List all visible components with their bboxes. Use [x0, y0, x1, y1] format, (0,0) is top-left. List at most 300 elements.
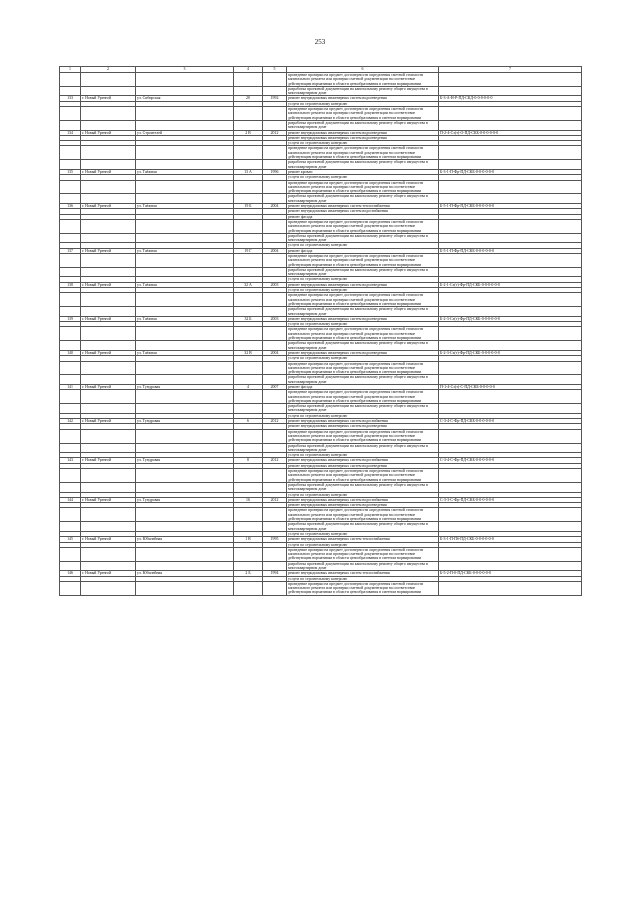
work-type-cell: проведение проверки на предмет достоверности определения сметной стоимости капитального ремонта или проверки сметной документации на соответствие действующим нормативам в области ценообразования в сметном нормировании — [287, 107, 439, 121]
object-code-cell — [439, 508, 582, 522]
city-cell — [81, 233, 136, 243]
work-type-cell: разработка проектной документации на капитальному ремонту общего имущества в многоквартирном доме — [287, 341, 439, 351]
city-cell — [81, 146, 136, 160]
table-row — [60, 327, 582, 341]
row-number-cell: 137 — [60, 248, 81, 253]
house-number-cell — [234, 482, 263, 492]
work-type-cell: услуги по строительному контролю — [287, 175, 439, 180]
row-number-cell: 136 — [60, 204, 81, 209]
table-row — [60, 194, 582, 204]
table-row — [60, 404, 582, 414]
construction-year-cell — [263, 253, 287, 267]
row-number-cell — [60, 233, 81, 243]
construction-year-cell — [263, 581, 287, 595]
table-row — [60, 293, 582, 307]
object-code-cell — [439, 146, 582, 160]
work-type-cell: проведение проверки на предмет достоверности определения сметной стоимости капитального ремонта или проверки сметной документации на соответствие действующим нормативам в области ценообразования в сметном нормировании — [287, 429, 439, 443]
object-code-cell — [439, 390, 582, 404]
construction-year-cell — [263, 146, 287, 160]
construction-year-cell: 2012 — [263, 130, 287, 135]
city-cell — [81, 482, 136, 492]
row-number-cell — [60, 429, 81, 443]
table-row — [60, 219, 582, 233]
city-cell — [81, 429, 136, 443]
object-code-cell — [439, 443, 582, 453]
city-cell: г. Новый Уренгой — [81, 419, 136, 424]
house-number-cell — [234, 561, 263, 571]
street-cell: ул. Таёжная — [136, 204, 234, 209]
table-row — [60, 267, 582, 277]
street-cell — [136, 160, 234, 170]
work-type-cell: услуги по строительному контролю — [287, 453, 439, 458]
object-code-cell — [439, 233, 582, 243]
row-number-cell — [60, 86, 81, 96]
street-cell: ул. Тундровая — [136, 497, 234, 502]
street-cell — [136, 429, 234, 443]
construction-year-cell: 2004 — [263, 350, 287, 355]
work-type-cell: услуги по строительному контролю — [287, 288, 439, 293]
work-type-cell: разработка проектной документации на капитальному ремонту общего имущества в многоквартирном доме — [287, 307, 439, 317]
construction-year-cell: 2003 — [263, 282, 287, 287]
street-cell — [136, 469, 234, 483]
work-type-cell: ремонт внутридомовых инженерных систем водоотведения — [287, 463, 439, 468]
house-number-cell: 20 — [234, 96, 263, 101]
table-row — [60, 522, 582, 532]
house-number-cell — [234, 404, 263, 414]
work-type-cell: разработка проектной документации на капитальному ремонту общего имущества в многоквартирном доме — [287, 120, 439, 130]
city-cell: г. Новый Уренгой — [81, 497, 136, 502]
row-number-cell — [60, 307, 81, 317]
row-number-cell: 133 — [60, 96, 81, 101]
house-number-cell — [234, 160, 263, 170]
construction-year-cell — [263, 361, 287, 375]
house-number-cell — [234, 361, 263, 375]
construction-year-cell: 1996 — [263, 169, 287, 174]
work-type-cell: услуги по строительному контролю — [287, 542, 439, 547]
street-cell: ул. Юбилейная — [136, 537, 234, 542]
work-type-cell: проведение проверки на предмет достоверности определения сметной стоимости капитального ремонта или проверки сметной документации на соответствие действующим нормативам в области ценообразования в сметном нормировании — [287, 253, 439, 267]
table-row — [60, 73, 582, 87]
city-cell — [81, 390, 136, 404]
object-code-cell — [439, 107, 582, 121]
row-number-cell — [60, 253, 81, 267]
house-number-cell: 1 В — [234, 537, 263, 542]
table-row — [60, 375, 582, 385]
object-code-cell — [439, 547, 582, 561]
city-cell: г. Новый Уренгой — [81, 96, 136, 101]
house-number-cell — [234, 375, 263, 385]
work-type-cell: проведение проверки на предмет достоверности определения сметной стоимости капитального ремонта или проверки сметной документации на соответствие действующим нормативам в области ценообразования в сметном нормировании — [287, 293, 439, 307]
city-cell — [81, 160, 136, 170]
city-cell — [81, 522, 136, 532]
house-number-cell: 16 — [234, 497, 263, 502]
construction-year-cell — [263, 120, 287, 130]
row-number-cell — [60, 160, 81, 170]
row-number-cell — [60, 390, 81, 404]
house-number-cell: 19 Б — [234, 204, 263, 209]
row-number-cell: 138 — [60, 282, 81, 287]
object-code-cell: Б-2-3-Сэ(т)-Фр-ПД-СКБ-0-0-0-0-0-0 — [439, 316, 582, 321]
object-code-cell — [439, 160, 582, 170]
work-type-cell: разработка проектной документации на капитальному ремонту общего имущества в многоквартирном доме — [287, 482, 439, 492]
page-number: 253 — [314, 38, 326, 46]
work-type-cell: услуги по строительному контролю — [287, 277, 439, 282]
city-cell — [81, 219, 136, 233]
row-number-cell — [60, 561, 81, 571]
house-number-cell: 8 — [234, 458, 263, 463]
construction-year-cell — [263, 390, 287, 404]
table-row — [60, 561, 582, 571]
street-cell — [136, 293, 234, 307]
work-type-cell: ремонт внутридомовых инженерных систем водоснабжения — [287, 209, 439, 214]
object-code-cell — [439, 482, 582, 492]
column-number-header: 3 — [136, 67, 234, 73]
object-code-cell — [439, 86, 582, 96]
street-cell — [136, 267, 234, 277]
construction-year-cell — [263, 375, 287, 385]
construction-year-cell: 2012 — [263, 458, 287, 463]
construction-year-cell — [263, 293, 287, 307]
house-number-cell — [234, 547, 263, 561]
house-number-cell — [234, 107, 263, 121]
city-cell — [81, 73, 136, 87]
construction-year-cell: 2012 — [263, 497, 287, 502]
street-cell — [136, 547, 234, 561]
work-type-cell: проведение проверки на предмет достоверности определения сметной стоимости капитального ремонта или проверки сметной документации на соответствие действующим нормативам в области ценообразования в сметном нормировании — [287, 180, 439, 194]
construction-year-cell: 2003 — [263, 316, 287, 321]
work-type-cell: ремонт внутридомовых инженерных систем водоотведения — [287, 96, 439, 101]
house-number-cell — [234, 522, 263, 532]
row-number-cell — [60, 73, 81, 87]
house-number-cell — [234, 307, 263, 317]
street-cell — [136, 194, 234, 204]
object-code-cell — [439, 307, 582, 317]
work-type-cell: ремонт внутридомовых инженерных систем водоотведения — [287, 316, 439, 321]
table-row — [60, 120, 582, 130]
city-cell: г. Новый Уренгой — [81, 282, 136, 287]
house-number-cell — [234, 327, 263, 341]
work-type-cell: ремонт внутридомовых инженерных систем водоотведения — [287, 424, 439, 429]
table-row — [60, 508, 582, 522]
object-code-cell: С-3-3-С-Фр-ПД-СКБ-0-0-0-0-0-0 — [439, 497, 582, 502]
construction-year-cell — [263, 219, 287, 233]
house-number-cell — [234, 73, 263, 87]
house-number-cell: 2 В — [234, 130, 263, 135]
house-number-cell — [234, 267, 263, 277]
construction-year-cell: 2004 — [263, 248, 287, 253]
construction-year-cell: 1994 — [263, 571, 287, 576]
row-number-cell: 140 — [60, 350, 81, 355]
work-type-cell: проведение проверки на предмет достоверности определения сметной стоимости капитального ремонта или проверки сметной документации на соответствие действующим нормативам в области ценообразования в сметном нормировании — [287, 73, 439, 87]
work-type-cell: услуги по строительному контролю — [287, 141, 439, 146]
work-type-cell: проведение проверки на предмет достоверности определения сметной стоимости капитального ремонта или проверки сметной документации на соответствие действующим нормативам в области ценообразования в сметном нормировании — [287, 219, 439, 233]
row-number-cell: 143 — [60, 458, 81, 463]
object-code-cell: Б-2-1-Сэ(т)-Фр-ПД-СКБ-0-0-0-0-0-0 — [439, 282, 582, 287]
house-number-cell: 6 — [234, 419, 263, 424]
row-number-cell — [60, 341, 81, 351]
city-cell — [81, 327, 136, 341]
table-row — [60, 307, 582, 317]
row-number-cell — [60, 404, 81, 414]
city-cell: г. Новый Уренгой — [81, 537, 136, 542]
work-type-cell: проведение проверки на предмет достоверности определения сметной стоимости капитального ремонта или проверки сметной документации на соответствие действующим нормативам в области ценообразования в сметном нормировании — [287, 327, 439, 341]
table-body — [60, 73, 582, 596]
house-number-cell — [234, 180, 263, 194]
row-number-cell: 145 — [60, 537, 81, 542]
work-type-cell: разработка проектной документации на капитальному ремонту общего имущества в многоквартирном доме — [287, 375, 439, 385]
work-type-cell: услуги по строительному контролю — [287, 322, 439, 327]
street-cell — [136, 341, 234, 351]
city-cell — [81, 375, 136, 385]
city-cell — [81, 469, 136, 483]
work-type-cell: ремонт фасада — [287, 214, 439, 219]
house-number-cell — [234, 253, 263, 267]
work-type-cell: разработка проектной документации на капитальному ремонту общего имущества в многоквартирном доме — [287, 267, 439, 277]
work-type-cell: разработка проектной документации на капитальному ремонту общего имущества в многоквартирном доме — [287, 86, 439, 96]
work-type-cell: разработка проектной документации на капитальному ремонту общего имущества в многоквартирном доме — [287, 443, 439, 453]
street-cell — [136, 522, 234, 532]
work-type-cell: услуги по строительному контролю — [287, 356, 439, 361]
city-cell — [81, 508, 136, 522]
construction-year-cell: 2012 — [263, 419, 287, 424]
street-cell: ул. Тундровая — [136, 385, 234, 390]
street-cell — [136, 561, 234, 571]
object-code-cell — [439, 404, 582, 414]
object-code-cell: Б-5-2-П-0-ПД-СКБ-0-0-0-0-0-0 — [439, 571, 582, 576]
row-number-cell — [60, 293, 81, 307]
table-row — [60, 390, 582, 404]
city-cell — [81, 253, 136, 267]
table-row — [60, 146, 582, 160]
object-code-cell — [439, 581, 582, 595]
city-cell: г. Новый Уренгой — [81, 204, 136, 209]
city-cell: г. Новый Уренгой — [81, 385, 136, 390]
work-type-cell: ремонт кровли — [287, 169, 439, 174]
object-code-cell — [439, 375, 582, 385]
construction-year-cell — [263, 429, 287, 443]
table-row — [60, 469, 582, 483]
street-cell: ул. Таёжная — [136, 169, 234, 174]
row-number-cell — [60, 581, 81, 595]
object-code-cell — [439, 327, 582, 341]
house-number-cell — [234, 86, 263, 96]
construction-year-cell: 2004 — [263, 204, 287, 209]
table-row — [60, 86, 582, 96]
work-type-cell: проведение проверки на предмет достоверности определения сметной стоимости капитального ремонта или проверки сметной документации на соответствие действующим нормативам в области ценообразования в сметном нормировании — [287, 581, 439, 595]
city-cell — [81, 361, 136, 375]
object-code-cell — [439, 561, 582, 571]
object-code-cell: Б-5-1-П-Фр-ПД-СКБ-0-0-0-0-0-0 — [439, 204, 582, 209]
house-number-cell — [234, 293, 263, 307]
street-cell — [136, 361, 234, 375]
table-row — [60, 547, 582, 561]
house-number-cell — [234, 429, 263, 443]
object-code-cell — [439, 429, 582, 443]
house-number-cell — [234, 194, 263, 204]
object-code-cell: П-2-4-Сэ(т)-О-ПД-СКБ-0-0-0-0-0-0 — [439, 130, 582, 135]
work-type-cell: проведение проверки на предмет достоверности определения сметной стоимости капитального ремонта или проверки сметной документации на соответствие действующим нормативам в области ценообразования в сметном нормировании — [287, 361, 439, 375]
city-cell — [81, 107, 136, 121]
construction-year-cell — [263, 73, 287, 87]
city-cell — [81, 180, 136, 194]
construction-year-cell — [263, 561, 287, 571]
object-code-cell — [439, 180, 582, 194]
work-type-cell: услуги по строительному контролю — [287, 492, 439, 497]
construction-year-cell — [263, 327, 287, 341]
row-number-cell — [60, 375, 81, 385]
row-number-cell — [60, 522, 81, 532]
construction-year-cell — [263, 443, 287, 453]
construction-year-cell — [263, 469, 287, 483]
table-row — [60, 581, 582, 595]
object-code-cell — [439, 73, 582, 87]
street-cell — [136, 107, 234, 121]
row-number-cell — [60, 194, 81, 204]
object-code-cell — [439, 194, 582, 204]
work-type-cell: проведение проверки на предмет достоверности определения сметной стоимости капитального ремонта или проверки сметной документации на соответствие действующим нормативам в области ценообразования в сметном нормировании — [287, 469, 439, 483]
construction-year-cell — [263, 341, 287, 351]
house-number-cell — [234, 469, 263, 483]
city-cell — [81, 307, 136, 317]
column-number-header: 4 — [234, 67, 263, 73]
column-number-header: 7 — [439, 67, 582, 73]
work-type-cell: ремонт внутридомовых инженерных систем теплоснабжения — [287, 537, 439, 542]
work-type-cell: ремонт внутридомовых инженерных систем теплоснабжения — [287, 571, 439, 576]
house-number-cell — [234, 120, 263, 130]
house-number-cell: 32 А — [234, 282, 263, 287]
table-row — [60, 443, 582, 453]
work-type-cell: проведение проверки на предмет достоверности определения сметной стоимости капитального ремонта или проверки сметной документации на соответствие действующим нормативам в области ценообразования в сметном нормировании — [287, 390, 439, 404]
work-type-cell: ремонт внутридомовых инженерных систем водоотведения — [287, 135, 439, 140]
city-cell: г. Новый Уренгой — [81, 350, 136, 355]
house-number-cell — [234, 341, 263, 351]
city-cell — [81, 267, 136, 277]
construction-year-cell — [263, 267, 287, 277]
city-cell — [81, 547, 136, 561]
row-number-cell: 135 — [60, 169, 81, 174]
city-cell — [81, 194, 136, 204]
construction-year-cell — [263, 482, 287, 492]
house-number-cell — [234, 581, 263, 595]
street-cell — [136, 120, 234, 130]
street-cell: ул. Тундровая — [136, 419, 234, 424]
object-code-cell: С-3-4-С-Фр-ПД-СКБ-0-0-0-0-0-0 — [439, 419, 582, 424]
street-cell: ул. Таёжная — [136, 248, 234, 253]
object-code-cell: Б-5-1-П-Фр-ПД-СКБ-0-0-0-0-0-0 — [439, 248, 582, 253]
work-type-cell: услуги по строительному контролю — [287, 243, 439, 248]
row-number-cell: 134 — [60, 130, 81, 135]
street-cell — [136, 404, 234, 414]
house-number-cell: 32 В — [234, 350, 263, 355]
city-cell: г. Новый Уренгой — [81, 458, 136, 463]
work-type-cell: ремонт внутридомовых инженерных систем водоотведения — [287, 282, 439, 287]
work-type-cell: ремонт фасада — [287, 248, 439, 253]
street-cell: ул. Таёжная — [136, 316, 234, 321]
city-cell: г. Новый Уренгой — [81, 571, 136, 576]
work-type-cell: разработка проектной документации на капитальному ремонту общего имущества в многоквартирном доме — [287, 233, 439, 243]
construction-year-cell — [263, 547, 287, 561]
construction-year-cell — [263, 86, 287, 96]
city-cell: г. Новый Уренгой — [81, 248, 136, 253]
construction-year-cell — [263, 233, 287, 243]
street-cell: ул. Таёжная — [136, 350, 234, 355]
street-cell: ул. Таёжная — [136, 282, 234, 287]
street-cell — [136, 307, 234, 317]
row-number-cell — [60, 482, 81, 492]
object-code-cell: П-1-4-Сэ(т)-С-ПД-СКБ-0-0-0-0-0 — [439, 385, 582, 390]
table-row — [60, 107, 582, 121]
column-number-header: 1 — [60, 67, 81, 73]
row-number-cell — [60, 120, 81, 130]
house-number-cell: 4 — [234, 385, 263, 390]
row-number-cell — [60, 219, 81, 233]
street-cell — [136, 482, 234, 492]
street-cell — [136, 73, 234, 87]
street-cell — [136, 390, 234, 404]
work-type-cell: услуги по строительному контролю — [287, 531, 439, 536]
table-row — [60, 361, 582, 375]
street-cell — [136, 508, 234, 522]
street-cell: ул. Сибирская — [136, 96, 234, 101]
work-type-cell: разработка проектной документации на капитальному ремонту общего имущества в многоквартирном доме — [287, 194, 439, 204]
work-type-cell: разработка проектной документации на капитальному ремонту общего имущества в многоквартирном доме — [287, 522, 439, 532]
street-cell: ул. Юбилейная — [136, 571, 234, 576]
construction-year-cell — [263, 180, 287, 194]
table-row — [60, 180, 582, 194]
city-cell: г. Новый Уренгой — [81, 130, 136, 135]
house-number-cell: 2 Б — [234, 571, 263, 576]
house-number-cell — [234, 508, 263, 522]
object-code-cell — [439, 219, 582, 233]
work-type-cell: проведение проверки на предмет достоверности определения сметной стоимости капитального ремонта или проверки сметной документации на соответствие действующим нормативам в области ценообразования в сметном нормировании — [287, 146, 439, 160]
object-code-cell — [439, 120, 582, 130]
row-number-cell — [60, 146, 81, 160]
table-row — [60, 341, 582, 351]
city-cell — [81, 120, 136, 130]
construction-year-cell: 2007 — [263, 385, 287, 390]
street-cell: ул. Тундровая — [136, 458, 234, 463]
row-number-cell: 146 — [60, 571, 81, 576]
object-code-cell — [439, 341, 582, 351]
street-cell — [136, 219, 234, 233]
column-number-header: 6 — [287, 67, 439, 73]
house-number-cell — [234, 146, 263, 160]
street-cell — [136, 180, 234, 194]
row-number-cell — [60, 267, 81, 277]
work-type-cell: проведение проверки на предмет достоверности определения сметной стоимости капитального ремонта или проверки сметной документации на соответствие действующим нормативам в области ценообразования в сметном нормировании — [287, 508, 439, 522]
row-number-cell — [60, 361, 81, 375]
city-cell: г. Новый Уренгой — [81, 169, 136, 174]
row-number-cell — [60, 327, 81, 341]
table-row — [60, 429, 582, 443]
object-code-cell: Б-3-1-П-Пб-ПД-СКБ-0-0-0-0-0-0 — [439, 537, 582, 542]
column-number-header: 5 — [263, 67, 287, 73]
object-code-cell — [439, 267, 582, 277]
table-row — [60, 482, 582, 492]
city-cell — [81, 443, 136, 453]
construction-year-cell — [263, 522, 287, 532]
street-cell — [136, 581, 234, 595]
row-number-cell: 142 — [60, 419, 81, 424]
work-type-cell: проведение проверки на предмет достоверности определения сметной стоимости капитального ремонта или проверки сметной документации на соответствие действующим нормативам в области ценообразования в сметном нормировании — [287, 547, 439, 561]
street-cell — [136, 253, 234, 267]
construction-year-cell — [263, 194, 287, 204]
row-number-cell — [60, 508, 81, 522]
house-number-cell: 19 Г — [234, 248, 263, 253]
object-code-cell: Б-3-1-П-Фр-ПД-СКБ-0-0-0-0-0-0 — [439, 169, 582, 174]
city-cell — [81, 86, 136, 96]
object-code-cell: Б-3-А-Н-Р-ПД-СКД-0-0-0-0-0-0 — [439, 96, 582, 101]
